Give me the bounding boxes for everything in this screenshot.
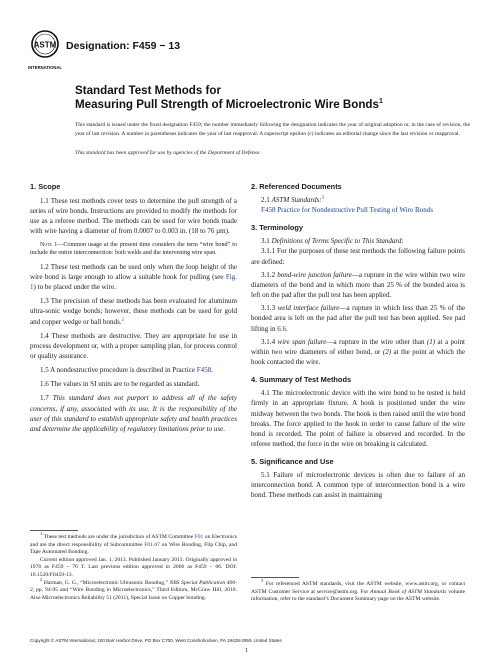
dod-approval-notice: This standard has been approved for use by agencies of the Department of Defense. (75, 150, 261, 156)
footnote-3: $^3$ For referenced ASTM standards, visit the ASTM website, www.astm.org, or contact ASTM Customer Service at service@astm.org. For Annual Book of ASTM Standards volume information, refer to the standard’s Document Summary page on the ASTM website. (251, 578, 465, 603)
right-column (251, 182, 465, 501)
f01-link[interactable]: F01 (194, 534, 204, 540)
para-3-1-4: 3.1.4 wire span failure—a rupture in the wire other than (1) at a point within two wire diameters of either bond, or (2) at the point at which the hook contacted the wire. (251, 337, 465, 367)
svg-text:ASTM: ASTM (33, 40, 57, 50)
para-1-1: 1.1 These test methods cover tests to determine the pull strength of a series of wire bonds. Instructions are provided to modify the methods for use as a referee method. The methods can be used for wire bonds made with wire having a diameter of from 0.0007 to 0.003 in. (18 to 76 µm). (30, 197, 237, 236)
svg-text:INTERNATIONAL: INTERNATIONAL (28, 65, 62, 70)
section-heading-scope: 1. Scope (30, 182, 61, 191)
para-3-1-1: 3.1.1 For the purposes of these test methods the following failure points are defined: (251, 247, 465, 266)
left-column (30, 182, 237, 434)
reference-f458[interactable] (251, 205, 465, 215)
ref-f458-title[interactable]: Practice for Nondestructive Pull Testing of Wire Bonds (275, 206, 433, 215)
title-line-1: Standard Test Methods for (75, 84, 222, 97)
para-5-1: 5.1 Failure of microelectronic devices is often due to failure of an interconnection bond. A common type of interconnection bond is a wire bond. These methods can assist in maintaining (251, 471, 465, 500)
para-3-1-2: 3.1.2 bond-wire junction failure—a rupture in the wire within two wire diameters of the bond and in which more than 25 % of the bonded area is left on the pad after the pull test has been applied. (251, 270, 466, 300)
f458-link[interactable]: F458 (196, 366, 212, 375)
designation: Designation: F459 − 13 (66, 40, 181, 52)
para-1-3: 1.3 The precision of these methods has been evaluated for aluminum ultra-sonic wedge bonds; however, these methods can be used for gold and copper wedge or ball bonds.$^2$ (30, 297, 237, 326)
para-1-7: 1.7 This standard does not purport to address all of the safety concerns, if any, associated with its use. It is the responsibility of the user of this standard to establish appropriate safety and health practices and determine the applicability of regulatory limitations prior to use. (30, 394, 237, 433)
title-footnote-marker: 1 (378, 98, 383, 106)
para-4-1: 4.1 The microelectronic device with the wire bond to be tested is held firmly in an appropriate fixture. A hook is positioned under the wire midway between the two bonds. The hook is then raised until the wire bond breaks. The force applied to the hook in order to cause failure of the wire bond is recorded. The point of failure is observed and recorded. In the referee method, the force in the wire on breaking is calculated. (251, 389, 465, 448)
footnote-rule-right (251, 577, 299, 578)
section-heading-terminology: 3. Terminology (251, 223, 304, 233)
left-footnotes (30, 531, 237, 602)
para-1-5: 1.5 A nondestructive procedure is described in Practice F458. (40, 366, 214, 375)
para-1-6: 1.6 The values in SI units are to be regarded as standard. (40, 380, 200, 389)
footnote-1-edition: Current edition approved Jan. 1, 2013. Published January 2013. Originally approved in 1976 as F459 – 76 T. Last previous edition approved in 2006 as F459 – 06. DOI: 10.1520/F0459-13. (30, 556, 237, 578)
footnote-1: $^1$ These test methods are under the jurisdiction of ASTM Committee F01 on Electronics and are the direct responsibility of Subcommittee F01.07 on Wire Bonding, Flip Chip, and Tape Automated Bonding. (30, 531, 237, 556)
title-line-2: Measuring Pull Strength of Microelectronic Wire Bonds$^1$ (75, 98, 383, 111)
section-heading-significance: 5. Significance and Use (251, 457, 334, 467)
para-1-4: 1.4 These methods are destructive. They are appropriate for use in process development or, with a proper sampling plan, for process control or quality assurance. (30, 331, 237, 360)
para-2-1: 2.1 ASTM Standards:$^3$ (261, 194, 324, 204)
section-heading-referenced-documents: 2. Referenced Documents (251, 182, 342, 191)
f01-07-link[interactable]: F01.07 (144, 541, 160, 548)
para-1-2: 1.2 These test methods can be used only when the loop height of the wire bond is large enough to allow a suitable hook for pulling (see Fig. 1) to be placed under the wire. (30, 262, 237, 292)
page-number: 1 (245, 647, 249, 654)
note-1: Note 1—Common usage at the present time considers the term “wire bond” to include the entire interconnection: both welds and the intervening wire span. (30, 241, 237, 257)
section-heading-summary: 4. Summary of Test Methods (251, 375, 352, 385)
section-6-6-link[interactable]: 6.6 (277, 324, 287, 333)
fig-1-link[interactable]: Fig. 1 (30, 272, 237, 292)
para-3-1-3: 3.1.3 weld interface failure—a rupture in which less than 25 % of the bonded area is left on the pad after the pull test has been applied. See pad lifting in 6.6. (251, 304, 466, 333)
issue-notice: This standard is issued under the fixed designation F459; the number immediately following the designation indicates the year of original adoption or, in the case of revision, the year of last revision. A number in parentheses indicates the year of last reapproval. A superscript epsilon (ε) indicates an editorial change since the last revision or reapproval. (75, 122, 470, 137)
footnote-2: $^2$ Harman, G. G., “Microelectronic Ultrasonic Bonding,” NBS Special Publication 400-2, pp. 94-95 and “Wire Bonding in Microelectronics,” Third Edition, McGraw Hill, 2010. Also Microelectronics Reliability 51 (2011), Special Issue on Copper bonding. (30, 576, 237, 601)
footnote-rule-left (30, 530, 78, 531)
para-3-1: 3.1 Definitions of Terms Specific to This Standard: (261, 237, 404, 246)
astm-logo-icon (30, 28, 60, 72)
copyright-line: Copyright © ASTM International, 100 Barr Harbor Drive, PO Box C700, West Conshohocken, PA 19428-2959. United States (30, 638, 282, 643)
document-title (75, 84, 475, 112)
ref-f458-code[interactable]: F458 (261, 206, 276, 215)
